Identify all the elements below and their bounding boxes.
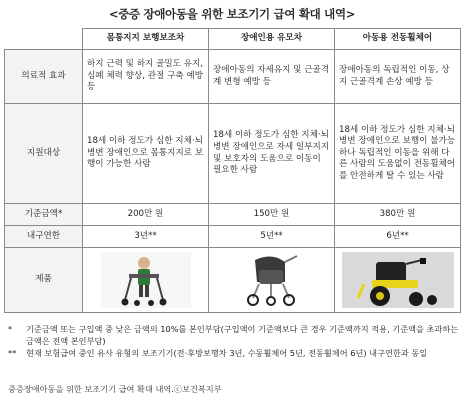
table-cell: 200만 원 [83, 204, 209, 226]
row-label-amount: 기준금액* [5, 204, 83, 226]
table-cell: 18세 이하 정도가 심한 지체·뇌병변 장애인으로 몸통지지로 보행이 가능한 사람 [83, 104, 209, 204]
table-cell: 장애아동의 독립적인 이동, 상지 근골격계 손상 예방 등 [335, 50, 461, 104]
table-cell: 하지 근력 및 하지 골밀도 유지, 심폐 체력 향상, 관절 구축 예방 등 [83, 50, 209, 104]
footnotes [8, 324, 460, 360]
table-cell: 5년** [209, 226, 335, 248]
table-cell [83, 248, 209, 313]
footnote-mark: ** [8, 347, 17, 358]
table-header-row [5, 29, 461, 50]
table-cell: 장애아동의 자세유지 및 근골격계 변형 예방 등 [209, 50, 335, 104]
table-row-amount [5, 204, 461, 226]
walker-photo [87, 252, 204, 308]
page-title: <중증 장애아동을 위한 보조기기 급여 확대 내역> [108, 7, 356, 21]
row-label-lifespan: 내구연한 [5, 226, 83, 248]
table-row-effect [5, 50, 461, 104]
stroller-photo [213, 252, 330, 308]
table-row-target [5, 104, 461, 204]
column-header-walker: 몸통지지 보행보조차 [83, 29, 209, 50]
power-wheelchair-photo [339, 252, 456, 308]
table-cell: 18세 이하 정도가 심한 지체·뇌병변 장애인으로 자세 일부지지 및 보호자의 도움으로 이동이 필요한 사람 [209, 104, 335, 204]
row-label-effect: 의료적 효과 [5, 50, 83, 104]
corner-cell [5, 29, 83, 50]
column-header-wheelchair: 아동용 전동휠체어 [335, 29, 461, 50]
table-row-product [5, 248, 461, 313]
footnote-text: 현재 보험급여 중인 유사 유형의 보조기기(전·후방보행차 3년, 수동휠체어 5년, 전동휠체어 6년) 내구연한과 동일 [26, 347, 428, 358]
table-cell: 150만 원 [209, 204, 335, 226]
row-label-target: 지원대상 [5, 104, 83, 204]
table-cell: 18세 이하 정도가 심한 지체·뇌병변 장애인으로 보행이 불가능하나 독립적인 이동을 위해 다른 사람의 도움없이 전동휠체어를 안전하게 탈 수 있는 사람 [335, 104, 461, 204]
walker-icon [101, 252, 191, 308]
footnote-text: 기준금액 또는 구입액 중 낮은 금액의 10%를 본인부담(구입액이 기준액보다 큰 경우 기준액까지 적용, 기준액을 초과하는 금액은 전액 본인부담) [26, 324, 459, 346]
table-cell [209, 248, 335, 313]
stroller-icon [237, 252, 307, 308]
table-cell [335, 248, 461, 313]
column-header-stroller: 장애인용 유모차 [209, 29, 335, 50]
table-row-lifespan [5, 226, 461, 248]
table-cell: 3년** [83, 226, 209, 248]
table-cell: 380만 원 [335, 204, 461, 226]
footnote-lifespan [8, 348, 460, 360]
wheelchair-icon [342, 252, 454, 308]
benefit-table [4, 28, 461, 313]
footnote-mark: * [8, 324, 13, 334]
table-cell: 6년** [335, 226, 461, 248]
image-caption: 중증장애아동을 위한 보조기기 급여 확대 내역.ⓒ보건복지부 [8, 384, 222, 394]
row-label-product: 제품 [5, 248, 83, 313]
footnote-amount [8, 324, 460, 348]
